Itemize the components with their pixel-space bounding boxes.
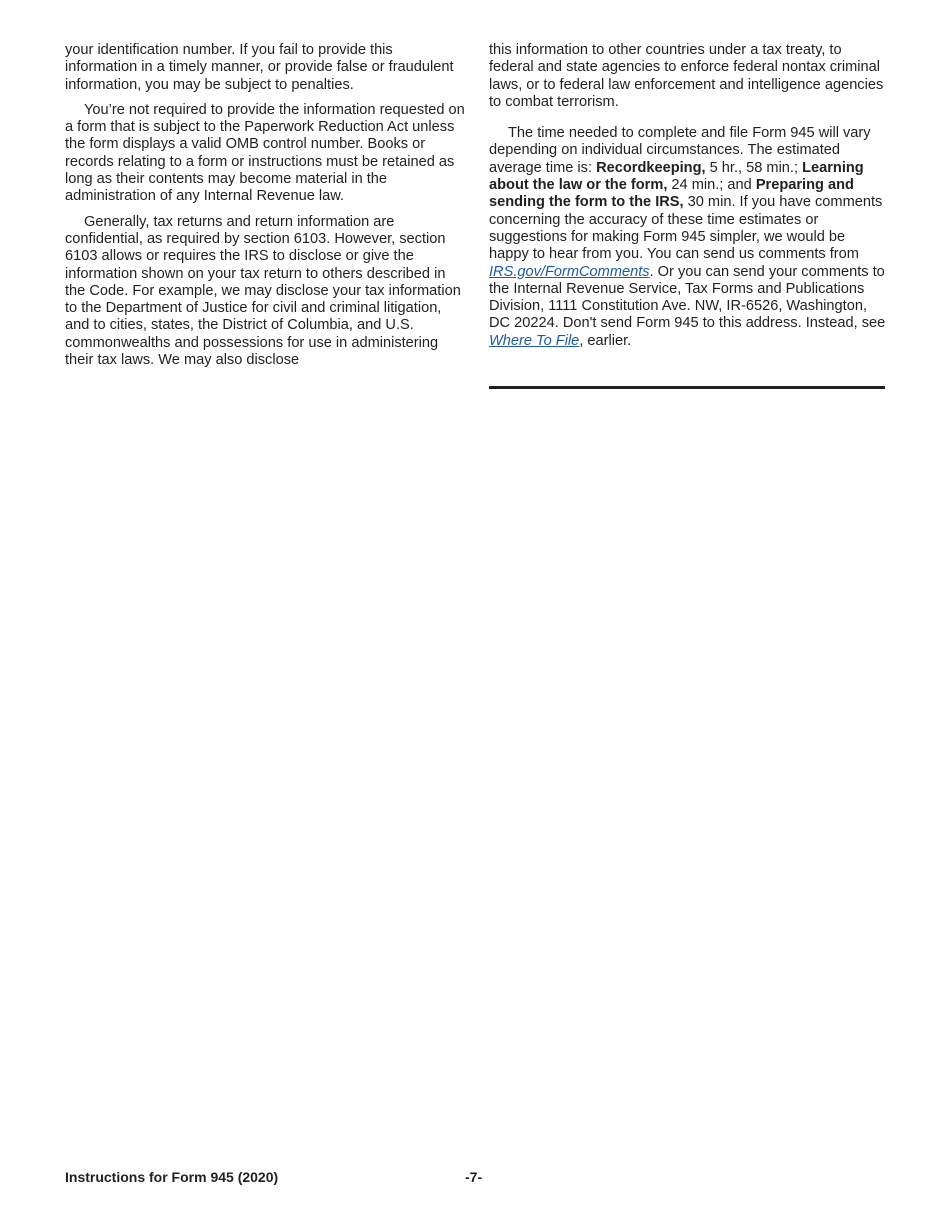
- recordkeeping-label: Recordkeeping,: [596, 159, 706, 176]
- time-estimates-intro: The time needed to complete and file Form 945 will vary depending on individual circumstances. The estimated average time is:: [489, 125, 871, 176]
- form-comments-link[interactable]: IRS.gov/FormComments: [489, 263, 650, 280]
- footer-page-number: -7-: [465, 1169, 483, 1185]
- learning-label: Learning about the law or the form,: [489, 159, 864, 194]
- paragraph-end-text: , earlier.: [579, 332, 632, 349]
- right-column: [489, 42, 887, 358]
- paragraph-time-estimates: [489, 125, 887, 350]
- section-end-rule: [489, 386, 885, 389]
- footer-form-title: Instructions for Form 945 (2020): [65, 1169, 279, 1185]
- paragraph-identification-penalties: your identification number. If you fail to provide this information in a timely manner, or provide false or fraudulent information, you may be subject to penalties.: [65, 42, 454, 93]
- paragraph-paperwork-reduction-act: You’re not required to provide the information requested on a form that is subject to the Paperwork Reduction Act unless the form displays a valid OMB control number. Books or records relating to a form or instructions must be retained as long as their contents may become material in the administration of any Internal Revenue law.: [65, 101, 465, 205]
- preparing-label: Preparing and sending the form to the IRS,: [489, 177, 854, 211]
- preparing-time-and-comments: 30 min. If you have comments concerning the accuracy of these time estimates or suggestions for making Form 945 simpler, we would be happy to hear from you. You can send us comments from: [489, 194, 883, 263]
- paragraph-disclosure-continued: this information to other countries under a tax treaty, to federal and state agencies to enforce federal nontax criminal laws, or to federal law enforcement and intelligence agencies to combat terrorism.: [489, 42, 884, 110]
- mailing-address-text: . Or you can send your comments to the Internal Revenue Service, Tax Forms and Publications Division, 1111 Constitution Ave. NW, IR-6526, Washington, DC 20224. Don't send Form 945 to this address. Instead, see: [489, 263, 886, 332]
- learning-time: 24 min.; and: [667, 177, 756, 194]
- left-column: [65, 42, 465, 377]
- paragraph-confidentiality: Generally, tax returns and return information are confidential, as required by section 6103. However, section 6103 allows or requires the IRS to disclose or give the information shown on your tax return to others described in the Code. For example, we may disclose your tax information to the Department of Justice for civil and criminal litigation, and to cities, states, the District of Columbia, and U.S. commonwealths and possessions for use in administering their tax laws. We may also disclose: [65, 213, 461, 369]
- where-to-file-link[interactable]: Where To File: [489, 332, 580, 349]
- recordkeeping-time: 5 hr., 58 min.;: [705, 159, 803, 176]
